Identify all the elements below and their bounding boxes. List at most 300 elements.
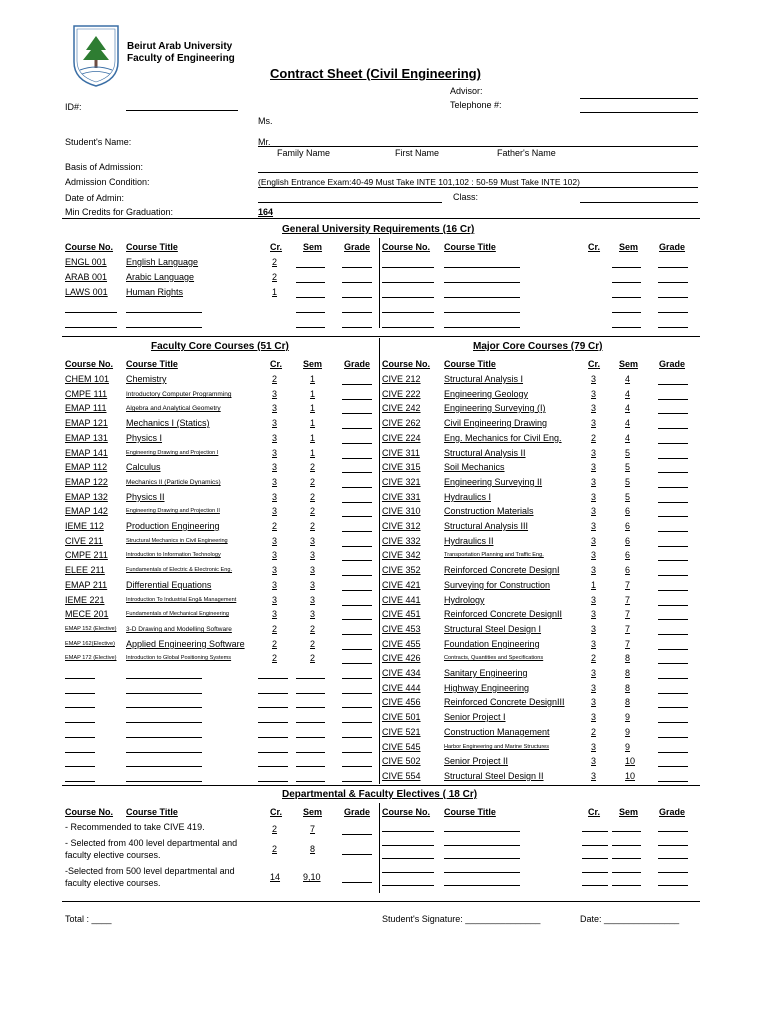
faculty-course-title: Algebra and Analytical Geometry (126, 405, 221, 412)
condition-label: Admission Condition: (65, 177, 150, 187)
telephone-field[interactable] (580, 112, 698, 113)
basis-field[interactable] (258, 172, 698, 173)
blank-grade[interactable] (658, 858, 688, 859)
blank-cr[interactable] (258, 693, 288, 694)
faculty-course-no: EMAP 141 (65, 448, 108, 458)
elective-desc: - Selected from 400 level departmental and (65, 838, 238, 848)
faculty-course-title: Structural Mechanics in Civil Engineering (126, 538, 228, 544)
blank-grade[interactable] (658, 845, 688, 846)
blank-course-title[interactable] (444, 858, 520, 859)
blank-course-no[interactable] (65, 752, 95, 753)
major-course-title: Engineering Surveying II (444, 477, 543, 487)
blank-grade[interactable] (658, 619, 688, 620)
faculty-course-no: EMAP 131 (65, 433, 108, 443)
faculty-course-cr: 3 (272, 609, 278, 619)
major-course-title: Civil Engineering Drawing (444, 418, 548, 428)
blank-course-title[interactable] (444, 267, 520, 268)
blank-grade[interactable] (658, 282, 688, 283)
blank-grade[interactable] (658, 297, 688, 298)
elective-desc: -Selected from 500 level departmental and (65, 866, 235, 876)
faculty-course-cr: 2 (272, 374, 278, 384)
blank-grade[interactable] (342, 487, 372, 488)
blank-course-no[interactable] (65, 327, 117, 328)
blank-course-title[interactable] (444, 885, 520, 886)
faculty-course-cr: 2 (272, 639, 278, 649)
blank-cr[interactable] (582, 845, 608, 846)
blank-grade[interactable] (658, 590, 688, 591)
blank-sem[interactable] (612, 872, 641, 873)
blank-sem[interactable] (296, 752, 325, 753)
blank-sem[interactable] (612, 282, 641, 283)
blank-course-title[interactable] (126, 737, 202, 738)
blank-grade[interactable] (658, 707, 688, 708)
major-course-sem: 7 (625, 595, 631, 605)
col-cr-header: Cr. (270, 807, 283, 817)
blank-course-title[interactable] (444, 297, 520, 298)
blank-grade[interactable] (342, 619, 372, 620)
blank-course-title[interactable] (444, 327, 520, 328)
gur-course-title: English Language (126, 257, 199, 267)
blank-cr[interactable] (258, 737, 288, 738)
faculty-course-cr: 3 (272, 403, 278, 413)
blank-course-title[interactable] (126, 722, 202, 723)
university-title: Beirut Arab University (127, 41, 233, 52)
major-course-cr: 3 (591, 462, 597, 472)
blank-sem[interactable] (612, 297, 641, 298)
advisor-field[interactable] (580, 98, 698, 99)
blank-sem[interactable] (612, 312, 641, 313)
major-course-sem: 5 (625, 462, 631, 472)
blank-course-title[interactable] (126, 707, 202, 708)
blank-grade[interactable] (658, 722, 688, 723)
major-course-no: CIVE 332 (382, 536, 421, 546)
blank-course-title[interactable] (126, 327, 202, 328)
column-divider (379, 338, 380, 784)
blank-cr[interactable] (258, 707, 288, 708)
blank-grade[interactable] (342, 516, 372, 517)
faculty-course-no: CHEM 101 (65, 374, 110, 384)
blank-grade[interactable] (342, 605, 372, 606)
min-credits-label: Min Credits for Graduation: (65, 207, 174, 217)
faculty-course-title: Physics I (126, 433, 163, 443)
major-course-no: CIVE 456 (382, 697, 421, 707)
advisor-label: Advisor: (450, 86, 483, 96)
faculty-course-sem: 2 (310, 462, 316, 472)
major-course-title: Engineering Surveying (I) (444, 403, 546, 413)
blank-course-no[interactable] (382, 282, 434, 283)
blank-sem[interactable] (296, 766, 325, 767)
blank-grade[interactable] (658, 649, 688, 650)
faculty-course-sem: 2 (310, 521, 316, 531)
major-course-cr: 3 (591, 492, 597, 502)
major-course-no: CIVE 501 (382, 712, 421, 722)
blank-course-title[interactable] (444, 312, 520, 313)
blank-grade[interactable] (658, 502, 688, 503)
major-course-title: Reinforced Concrete DesignII (444, 609, 563, 619)
faculty-course-cr: 2 (272, 653, 278, 663)
blank-sem[interactable] (296, 693, 325, 694)
blank-grade[interactable] (342, 722, 372, 723)
blank-grade[interactable] (342, 752, 372, 753)
col-course-no-header: Course No. (65, 359, 114, 369)
major-course-title: Senior Project II (444, 756, 509, 766)
blank-grade[interactable] (658, 885, 688, 886)
blank-grade[interactable] (658, 872, 688, 873)
blank-grade[interactable] (658, 678, 688, 679)
major-course-title: Structural Analysis III (444, 521, 529, 531)
col-course-title-header: Course Title (444, 242, 496, 252)
major-course-cr: 3 (591, 403, 597, 413)
date-field[interactable] (258, 202, 442, 203)
blank-grade[interactable] (342, 399, 372, 400)
faculty-course-sem: 3 (310, 536, 316, 546)
blank-sem[interactable] (296, 312, 325, 313)
faculty-course-cr: 3 (272, 462, 278, 472)
major-course-title: Foundation Engineering (444, 639, 540, 649)
blank-course-no[interactable] (382, 267, 434, 268)
blank-course-title[interactable] (444, 872, 520, 873)
section-divider (62, 218, 700, 219)
faculty-course-sem: 3 (310, 595, 316, 605)
major-course-no: CIVE 421 (382, 580, 421, 590)
major-course-title: Senior Project I (444, 712, 506, 722)
blank-cr[interactable] (582, 885, 608, 886)
blank-course-title[interactable] (126, 693, 202, 694)
col-course-title-header: Course Title (444, 807, 496, 817)
blank-grade[interactable] (342, 560, 372, 561)
major-course-cr: 3 (591, 609, 597, 619)
blank-grade[interactable] (658, 327, 688, 328)
university-name (127, 41, 235, 65)
mr-label: Mr. (258, 137, 271, 147)
blank-course-no[interactable] (65, 693, 95, 694)
faculty-course-title: Introduction to Global Positioning Systems (126, 655, 232, 661)
column-divider (379, 803, 380, 893)
signature-label: Student's Signature: _______________ (382, 914, 541, 924)
major-course-no: CIVE 310 (382, 506, 421, 516)
col-course-title-header: Course Title (126, 807, 178, 817)
faculty-course-sem: 1 (310, 403, 316, 413)
blank-grade[interactable] (342, 502, 372, 503)
blank-grade[interactable] (658, 634, 688, 635)
blank-sem[interactable] (296, 297, 325, 298)
major-course-no: CIVE 315 (382, 462, 421, 472)
blank-sem[interactable] (612, 831, 641, 832)
blank-grade[interactable] (342, 590, 372, 591)
blank-grade[interactable] (658, 487, 688, 488)
major-course-no: CIVE 212 (382, 374, 421, 384)
page-title: Contract Sheet (Civil Engineering) (270, 66, 481, 81)
class-field[interactable] (580, 202, 698, 203)
blank-grade[interactable] (658, 560, 688, 561)
blank-sem[interactable] (296, 282, 325, 283)
blank-course-title[interactable] (444, 282, 520, 283)
blank-grade[interactable] (342, 707, 372, 708)
blank-grade[interactable] (658, 472, 688, 473)
blank-sem[interactable] (612, 885, 641, 886)
blank-grade[interactable] (658, 413, 688, 414)
major-course-no: CIVE 453 (382, 624, 421, 634)
blank-grade[interactable] (342, 649, 372, 650)
col-course-title-header: Course Title (126, 242, 178, 252)
blank-grade[interactable] (342, 531, 372, 532)
major-course-sem: 8 (625, 683, 631, 693)
blank-grade[interactable] (342, 634, 372, 635)
blank-cr[interactable] (258, 766, 288, 767)
blank-course-no[interactable] (65, 722, 95, 723)
blank-grade[interactable] (342, 693, 372, 694)
blank-grade[interactable] (342, 267, 372, 268)
blank-course-no[interactable] (65, 678, 95, 679)
blank-course-title[interactable] (126, 781, 202, 782)
blank-cr[interactable] (582, 872, 608, 873)
major-course-title: Structural Analysis I (444, 374, 524, 384)
major-course-cr: 3 (591, 697, 597, 707)
blank-grade[interactable] (342, 312, 372, 313)
blank-grade[interactable] (658, 546, 688, 547)
blank-grade[interactable] (658, 267, 688, 268)
major-course-cr: 3 (591, 595, 597, 605)
blank-grade[interactable] (658, 516, 688, 517)
major-course-no: CIVE 441 (382, 595, 421, 605)
blank-course-no[interactable] (382, 845, 434, 846)
major-course-cr: 2 (591, 653, 597, 663)
col-cr-header: Cr. (588, 242, 601, 252)
blank-grade[interactable] (658, 752, 688, 753)
major-course-cr: 3 (591, 374, 597, 384)
gur-section-title: General University Requirements (16 Cr) (282, 224, 475, 235)
section-divider (62, 336, 700, 337)
major-course-title: Sanitary Engineering (444, 668, 528, 678)
blank-grade[interactable] (658, 458, 688, 459)
blank-sem[interactable] (296, 267, 325, 268)
major-course-no: CIVE 352 (382, 565, 421, 575)
faculty-course-cr: 2 (272, 624, 278, 634)
blank-course-no[interactable] (382, 327, 434, 328)
faculty-course-sem: 1 (310, 374, 316, 384)
faculty-course-title: Differential Equations (126, 580, 212, 590)
major-course-no: CIVE 521 (382, 727, 421, 737)
faculty-course-sem: 3 (310, 565, 316, 575)
blank-cr[interactable] (258, 781, 288, 782)
blank-course-no[interactable] (65, 737, 95, 738)
faculty-course-title: Engineering Drawing and Projection I (126, 450, 219, 456)
blank-course-title[interactable] (444, 845, 520, 846)
blank-grade[interactable] (342, 882, 372, 883)
blank-grade[interactable] (658, 399, 688, 400)
major-course-no: CIVE 262 (382, 418, 421, 428)
major-course-cr: 3 (591, 771, 597, 781)
major-course-title: Structural Steel Design II (444, 771, 544, 781)
blank-grade[interactable] (658, 663, 688, 664)
faculty-core-title: Faculty Core Courses (51 Cr) (151, 341, 289, 352)
blank-course-no[interactable] (65, 707, 95, 708)
blank-sem[interactable] (612, 858, 641, 859)
major-course-title: Construction Materials (444, 506, 534, 516)
blank-grade[interactable] (658, 605, 688, 606)
blank-course-title[interactable] (126, 752, 202, 753)
blank-sem[interactable] (612, 267, 641, 268)
faculty-course-title: Introductory Computer Programming (126, 391, 232, 398)
university-logo (72, 24, 120, 88)
major-course-sem: 8 (625, 697, 631, 707)
major-course-sem: 4 (625, 433, 631, 443)
faculty-course-no: MECE 201 (65, 609, 109, 619)
faculty-course-title: 3-D Drawing and Modelling Software (126, 626, 232, 633)
blank-grade[interactable] (342, 297, 372, 298)
blank-grade[interactable] (658, 575, 688, 576)
blank-sem[interactable] (296, 678, 325, 679)
faculty-course-no: EMAP 162(Elective) (65, 641, 115, 647)
major-course-sem: 8 (625, 668, 631, 678)
col-cr-header: Cr. (270, 359, 283, 369)
blank-grade[interactable] (342, 781, 372, 782)
major-course-sem: 5 (625, 448, 631, 458)
blank-sem[interactable] (296, 707, 325, 708)
blank-grade[interactable] (658, 428, 688, 429)
blank-cr[interactable] (582, 858, 608, 859)
faculty-course-no: EMAP 111 (65, 403, 107, 413)
major-course-no: CIVE 224 (382, 433, 421, 443)
student-name-field[interactable] (258, 146, 698, 147)
blank-grade[interactable] (658, 384, 688, 385)
major-course-no: CIVE 434 (382, 668, 421, 678)
blank-grade[interactable] (342, 327, 372, 328)
faculty-course-no: EMAP 142 (65, 506, 108, 516)
blank-sem[interactable] (296, 781, 325, 782)
col-grade-header: Grade (344, 359, 371, 369)
col-sem-header: Sem (303, 807, 323, 817)
col-sem-header: Sem (619, 359, 639, 369)
major-course-title: Reinforced Concrete DesignIII (444, 697, 565, 707)
blank-grade[interactable] (342, 428, 372, 429)
date-signature-label: Date: _______________ (580, 914, 680, 924)
student-name-label: Student's Name: (65, 137, 132, 147)
major-course-cr: 3 (591, 624, 597, 634)
blank-sem[interactable] (612, 327, 641, 328)
blank-grade[interactable] (658, 831, 688, 832)
blank-sem[interactable] (296, 737, 325, 738)
blank-grade[interactable] (342, 678, 372, 679)
blank-grade[interactable] (342, 472, 372, 473)
blank-cr[interactable] (258, 722, 288, 723)
col-grade-header: Grade (659, 359, 686, 369)
blank-grade[interactable] (342, 575, 372, 576)
faculty-course-sem: 2 (310, 492, 316, 502)
blank-grade[interactable] (342, 458, 372, 459)
major-course-cr: 3 (591, 448, 597, 458)
blank-grade[interactable] (342, 443, 372, 444)
blank-sem[interactable] (612, 845, 641, 846)
faculty-course-cr: 3 (272, 418, 278, 428)
blank-grade[interactable] (342, 737, 372, 738)
telephone-label: Telephone #: (450, 100, 502, 110)
col-course-no-header: Course No. (65, 242, 114, 252)
blank-course-no[interactable] (65, 312, 117, 313)
major-course-no: CIVE 342 (382, 550, 421, 560)
blank-grade[interactable] (342, 663, 372, 664)
major-course-title: Highway Engineering (444, 683, 530, 693)
blank-course-no[interactable] (382, 885, 434, 886)
major-course-cr: 3 (591, 639, 597, 649)
blank-sem[interactable] (296, 722, 325, 723)
blank-course-title[interactable] (126, 766, 202, 767)
faculty-course-cr: 3 (272, 492, 278, 502)
faculty-course-title: Introduction To Industrial Eng& Management (126, 597, 237, 603)
id-field[interactable] (126, 110, 238, 111)
blank-cr[interactable] (258, 752, 288, 753)
faculty-course-title: Production Engineering (126, 521, 220, 531)
blank-grade[interactable] (342, 282, 372, 283)
blank-course-no[interactable] (382, 858, 434, 859)
blank-course-title[interactable] (126, 312, 202, 313)
blank-course-no[interactable] (382, 872, 434, 873)
faculty-course-no: IEME 221 (65, 595, 105, 605)
blank-grade[interactable] (658, 312, 688, 313)
blank-sem[interactable] (296, 327, 325, 328)
major-course-no: CIVE 242 (382, 403, 421, 413)
major-course-no: CIVE 321 (382, 477, 421, 487)
electives-title: Departmental & Faculty Electives ( 18 Cr) (282, 789, 478, 800)
faculty-course-no: EMAP 121 (65, 418, 108, 428)
major-course-cr: 2 (591, 433, 597, 443)
blank-grade[interactable] (658, 766, 688, 767)
col-sem-header: Sem (303, 242, 323, 252)
col-course-no-header: Course No. (382, 807, 431, 817)
blank-course-title[interactable] (444, 831, 520, 832)
major-course-sem: 6 (625, 550, 631, 560)
blank-course-no[interactable] (65, 781, 95, 782)
major-course-cr: 3 (591, 668, 597, 678)
blank-grade[interactable] (658, 443, 688, 444)
faculty-course-sem: 3 (310, 580, 316, 590)
blank-grade[interactable] (658, 531, 688, 532)
major-course-no: CIVE 545 (382, 742, 421, 752)
blank-course-no[interactable] (382, 312, 434, 313)
major-course-no: CIVE 455 (382, 639, 421, 649)
faculty-course-cr: 3 (272, 448, 278, 458)
blank-grade[interactable] (342, 834, 372, 835)
faculty-course-no: CIVE 211 (65, 536, 103, 546)
blank-grade[interactable] (658, 693, 688, 694)
blank-cr[interactable] (258, 678, 288, 679)
blank-course-no[interactable] (382, 831, 434, 832)
blank-course-no[interactable] (65, 766, 95, 767)
major-course-cr: 3 (591, 742, 597, 752)
blank-grade[interactable] (658, 781, 688, 782)
blank-course-title[interactable] (126, 678, 202, 679)
major-course-sem: 7 (625, 639, 631, 649)
major-course-cr: 2 (591, 727, 597, 737)
gur-course-title: Arabic Language (126, 272, 195, 282)
gur-course-cr: 2 (272, 257, 278, 267)
blank-cr[interactable] (582, 831, 608, 832)
faculty-course-no: EMAP 112 (65, 462, 108, 472)
blank-grade[interactable] (342, 384, 372, 385)
gur-course-no: ARAB 001 (65, 272, 108, 282)
blank-grade[interactable] (658, 737, 688, 738)
major-course-no: CIVE 331 (382, 492, 421, 502)
blank-grade[interactable] (342, 413, 372, 414)
blank-grade[interactable] (342, 546, 372, 547)
blank-course-no[interactable] (382, 297, 434, 298)
blank-grade[interactable] (342, 766, 372, 767)
major-course-no: CIVE 426 (382, 653, 421, 663)
major-course-title: Harbor Engineering and Marine Structures (444, 744, 550, 750)
faculty-course-sem: 3 (310, 550, 316, 560)
blank-grade[interactable] (342, 854, 372, 855)
gur-course-no: ENGL 001 (65, 257, 107, 267)
